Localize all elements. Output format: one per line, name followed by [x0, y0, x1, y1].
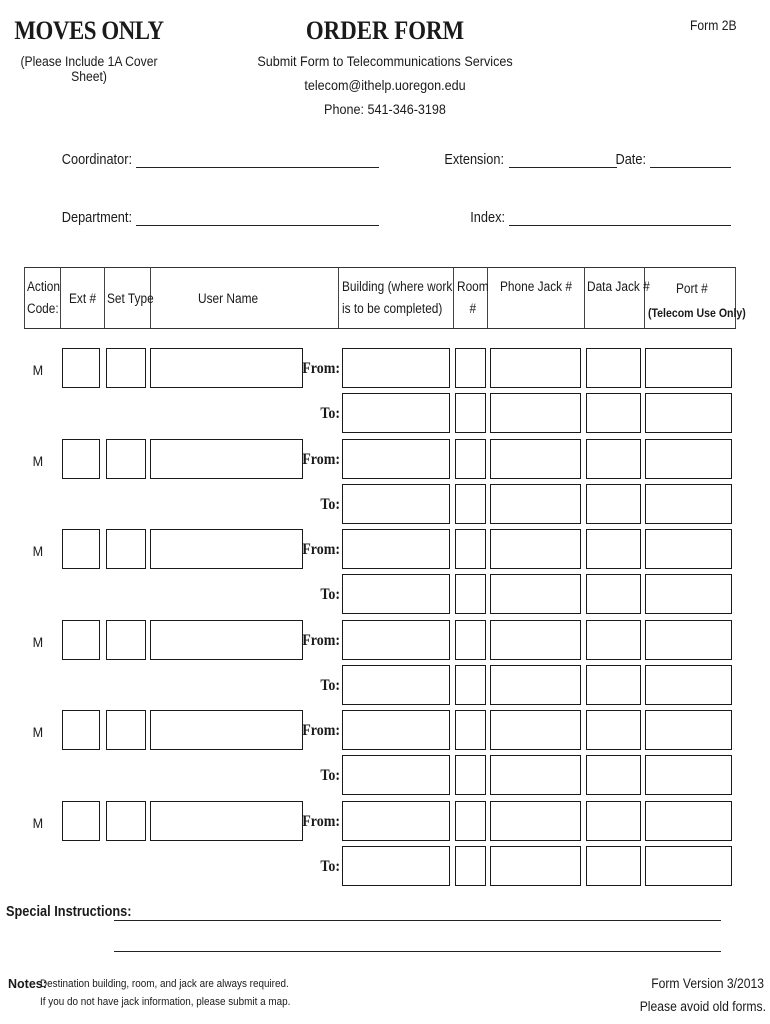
- ext-input[interactable]: [62, 801, 100, 841]
- index-label: Index:: [470, 210, 505, 226]
- set-type-input[interactable]: [106, 710, 146, 750]
- building-from-input[interactable]: [342, 620, 450, 660]
- data-jack-from-input[interactable]: [586, 439, 641, 479]
- building-from-input[interactable]: [342, 439, 450, 479]
- phone-jack-from-input[interactable]: [490, 348, 581, 388]
- col-divider: [104, 267, 105, 328]
- action-code: M: [32, 543, 44, 559]
- from-label: From:: [302, 722, 340, 739]
- coordinator-field[interactable]: [136, 167, 379, 168]
- ext-input[interactable]: [62, 710, 100, 750]
- building-to-input[interactable]: [342, 755, 450, 795]
- port-from-input[interactable]: [645, 801, 732, 841]
- data-jack-to-input[interactable]: [586, 574, 641, 614]
- building-to-input[interactable]: [342, 574, 450, 614]
- to-label: To:: [320, 767, 340, 784]
- to-label: To:: [320, 677, 340, 694]
- col-action-code: Action Code:: [27, 279, 61, 316]
- header-top-rule: [24, 267, 736, 268]
- col-port-note: (Telecom Use Only): [648, 306, 746, 320]
- extension-label: Extension:: [444, 152, 504, 168]
- from-label: From:: [302, 360, 340, 377]
- data-jack-from-input[interactable]: [586, 620, 641, 660]
- avoid-old-forms: Please avoid old forms.: [639, 999, 766, 1014]
- to-label: To:: [320, 858, 340, 875]
- date-field[interactable]: [650, 167, 731, 168]
- phone-jack-to-input[interactable]: [490, 393, 581, 433]
- data-jack-to-input[interactable]: [586, 484, 641, 524]
- building-to-input[interactable]: [342, 484, 450, 524]
- phone-jack-from-input[interactable]: [490, 439, 581, 479]
- port-from-input[interactable]: [645, 439, 732, 479]
- building-to-input[interactable]: [342, 393, 450, 433]
- col-data-jack: Data Jack #: [587, 279, 650, 294]
- room-to-input[interactable]: [455, 393, 486, 433]
- contact-phone: Phone: 541-346-3198: [324, 101, 446, 117]
- header-bottom-rule: [24, 328, 736, 329]
- building-from-input[interactable]: [342, 529, 450, 569]
- col-divider: [60, 267, 61, 328]
- room-from-input[interactable]: [455, 710, 486, 750]
- room-from-input[interactable]: [455, 801, 486, 841]
- user-name-input[interactable]: [150, 439, 303, 479]
- set-type-input[interactable]: [106, 529, 146, 569]
- data-jack-to-input[interactable]: [586, 393, 641, 433]
- phone-jack-to-input[interactable]: [490, 755, 581, 795]
- form-version: Form Version 3/2013: [651, 976, 764, 991]
- action-code: M: [32, 724, 44, 740]
- set-type-input[interactable]: [106, 439, 146, 479]
- port-to-input[interactable]: [645, 393, 732, 433]
- col-ext: Ext #: [69, 291, 97, 306]
- room-to-input[interactable]: [455, 484, 486, 524]
- data-jack-from-input[interactable]: [586, 348, 641, 388]
- data-jack-to-input[interactable]: [586, 755, 641, 795]
- from-label: From:: [302, 451, 340, 468]
- phone-jack-from-input[interactable]: [490, 620, 581, 660]
- room-to-input[interactable]: [455, 846, 486, 886]
- department-field[interactable]: [136, 225, 379, 226]
- user-name-input[interactable]: [150, 710, 303, 750]
- user-name-input[interactable]: [150, 348, 303, 388]
- col-divider: [24, 267, 25, 328]
- notes-line-2: If you do not have jack information, please submit a map.: [40, 996, 291, 1008]
- data-jack-from-input[interactable]: [586, 801, 641, 841]
- user-name-input[interactable]: [150, 801, 303, 841]
- room-to-input[interactable]: [455, 574, 486, 614]
- building-from-input[interactable]: [342, 710, 450, 750]
- action-code: M: [32, 453, 44, 469]
- phone-jack-to-input[interactable]: [490, 846, 581, 886]
- port-from-input[interactable]: [645, 620, 732, 660]
- action-code: M: [32, 815, 44, 831]
- ext-input[interactable]: [62, 439, 100, 479]
- port-to-input[interactable]: [645, 846, 732, 886]
- phone-jack-from-input[interactable]: [490, 710, 581, 750]
- port-from-input[interactable]: [645, 348, 732, 388]
- room-to-input[interactable]: [455, 665, 486, 705]
- phone-jack-to-input[interactable]: [490, 574, 581, 614]
- col-user-name: User Name: [198, 291, 259, 306]
- phone-jack-to-input[interactable]: [490, 665, 581, 705]
- port-to-input[interactable]: [645, 484, 732, 524]
- cover-sheet-note: (Please Include 1A Cover Sheet): [20, 54, 158, 84]
- submit-instructions: Submit Form to Telecommunications Services: [257, 53, 513, 69]
- col-divider: [584, 267, 585, 328]
- form-id: Form 2B: [690, 18, 737, 33]
- port-to-input[interactable]: [645, 665, 732, 705]
- col-building: Building (where work is to be completed): [342, 279, 453, 316]
- from-label: From:: [302, 632, 340, 649]
- set-type-input[interactable]: [106, 348, 146, 388]
- department-label: Department:: [61, 210, 132, 226]
- building-to-input[interactable]: [342, 846, 450, 886]
- from-label: From:: [302, 541, 340, 558]
- set-type-input[interactable]: [106, 801, 146, 841]
- building-to-input[interactable]: [342, 665, 450, 705]
- building-from-input[interactable]: [342, 348, 450, 388]
- from-label: From:: [302, 813, 340, 830]
- to-label: To:: [320, 496, 340, 513]
- phone-jack-from-input[interactable]: [490, 529, 581, 569]
- data-jack-to-input[interactable]: [586, 665, 641, 705]
- ext-input[interactable]: [62, 529, 100, 569]
- date-label: Date:: [615, 152, 646, 168]
- special-instructions-line-2[interactable]: [114, 951, 721, 952]
- extension-field[interactable]: [509, 167, 617, 168]
- ext-input[interactable]: [62, 348, 100, 388]
- building-from-input[interactable]: [342, 801, 450, 841]
- special-instructions-line-1[interactable]: [114, 920, 721, 921]
- special-instructions-label: Special Instructions:: [6, 904, 132, 920]
- col-phone-jack: Phone Jack #: [500, 279, 572, 294]
- room-from-input[interactable]: [455, 620, 486, 660]
- user-name-input[interactable]: [150, 529, 303, 569]
- col-port: Port #: [676, 281, 708, 296]
- col-divider: [338, 267, 339, 328]
- port-from-input[interactable]: [645, 710, 732, 750]
- set-type-input[interactable]: [106, 620, 146, 660]
- action-code: M: [32, 634, 44, 650]
- notes-line-1: Destination building, room, and jack are always required.: [40, 978, 289, 990]
- room-from-input[interactable]: [455, 529, 486, 569]
- room-from-input[interactable]: [455, 348, 486, 388]
- user-name-input[interactable]: [150, 620, 303, 660]
- room-from-input[interactable]: [455, 439, 486, 479]
- col-set-type: Set Type: [107, 291, 154, 306]
- phone-jack-from-input[interactable]: [490, 801, 581, 841]
- data-jack-from-input[interactable]: [586, 529, 641, 569]
- form-title-moves-only: MOVES ONLY: [14, 16, 164, 45]
- data-jack-to-input[interactable]: [586, 846, 641, 886]
- data-jack-from-input[interactable]: [586, 710, 641, 750]
- port-from-input[interactable]: [645, 529, 732, 569]
- ext-input[interactable]: [62, 620, 100, 660]
- port-to-input[interactable]: [645, 755, 732, 795]
- contact-email: telecom@ithelp.uoregon.edu: [304, 77, 466, 93]
- index-field[interactable]: [509, 225, 731, 226]
- form-title-order-form: ORDER FORM: [305, 16, 465, 45]
- room-to-input[interactable]: [455, 755, 486, 795]
- port-to-input[interactable]: [645, 574, 732, 614]
- phone-jack-to-input[interactable]: [490, 484, 581, 524]
- col-divider: [453, 267, 454, 328]
- col-room: Room #: [457, 279, 489, 316]
- coordinator-label: Coordinator:: [61, 152, 132, 168]
- notes-label: Notes:: [8, 977, 47, 991]
- to-label: To:: [320, 405, 340, 422]
- to-label: To:: [320, 586, 340, 603]
- action-code: M: [32, 362, 44, 378]
